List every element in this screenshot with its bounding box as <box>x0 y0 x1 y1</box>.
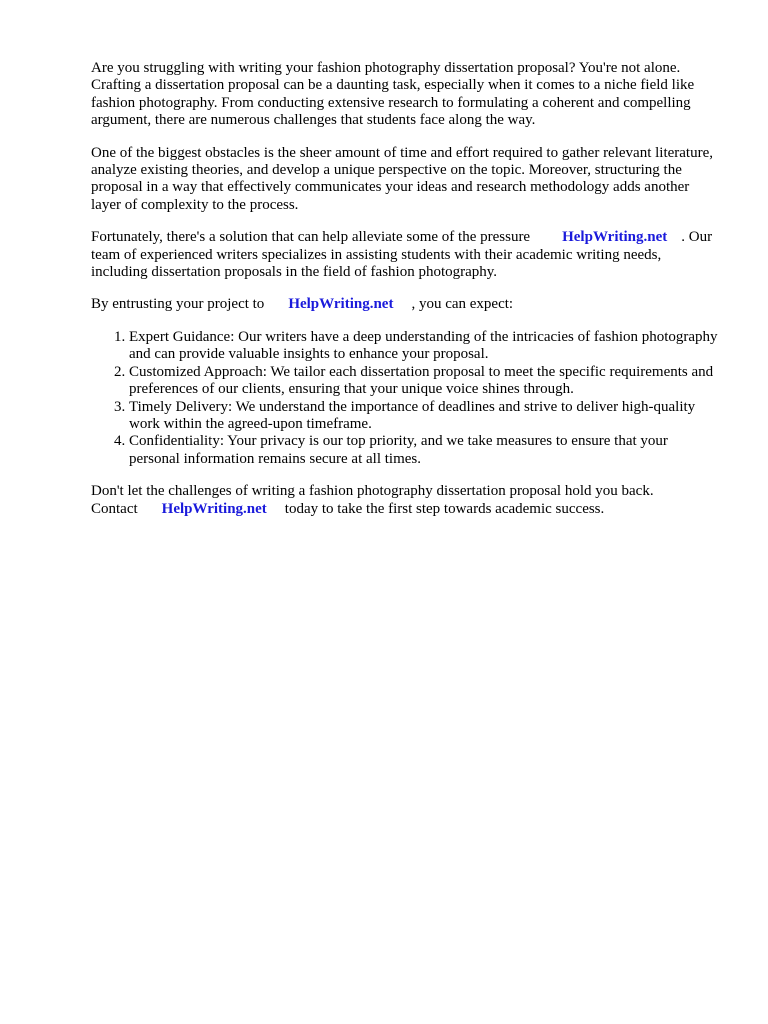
closing-sentence: Don't let the challenges of writing a fashion photography dissertation proposal hold you back. <box>91 483 654 500</box>
helpwriting-link[interactable]: HelpWriting.net <box>161 500 267 517</box>
expectation-text-before: By entrusting your project to <box>91 296 265 313</box>
solution-paragraph <box>91 229 721 281</box>
intro-paragraph: Are you struggling with writing your fashion photography dissertation proposal? You're not alone. Crafting a dissertation proposal can be a daunting task, especially when it comes to a niche field like fashion photography. From conducting extensive research to formulating a coherent and compelling argument, there are numerous challenges that students face along the way. <box>91 60 695 129</box>
expectation-text-after: , you can expect: <box>411 296 514 313</box>
list-item: 3. Timely Delivery: We understand the importance of deadlines and strive to deliver high-quality work within the agreed-upon timeframe. <box>129 399 721 434</box>
benefits-list <box>91 329 721 468</box>
solution-text-before: Fortunately, there's a solution that can help alleviate some of the pressure <box>91 229 531 246</box>
obstacles-paragraph: One of the biggest obstacles is the sheer amount of time and effort required to gather relevant literature, analyze existing theories, and develop a unique perspective on the topic. Moreover, structuring the proposal in a way that effectively communicates your ideas and research methodology adds another layer of complexity to the process. <box>91 144 714 213</box>
list-item: 1. Expert Guidance: Our writers have a deep understanding of the intricacies of fashion photography and can provide valuable insights to enhance your proposal. <box>129 329 721 364</box>
closing-text-after: today to take the first step towards academic success. <box>284 500 605 517</box>
helpwriting-link[interactable]: HelpWriting.net <box>288 296 394 313</box>
solution-text-after: . Our team of experienced writers specializes in assisting students with their academic writing needs, including dissertation proposals in the field of fashion photography. <box>91 229 713 281</box>
closing-paragraph <box>91 483 721 518</box>
list-item: 2. Customized Approach: We tailor each dissertation proposal to meet the specific requirements and preferences of our clients, ensuring that your unique voice shines through. <box>129 364 721 399</box>
document-page <box>91 60 721 533</box>
list-item: 4. Confidentiality: Your privacy is our top priority, and we take measures to ensure that your personal information remains secure at all times. <box>129 433 721 468</box>
closing-text-before: Contact <box>91 500 138 517</box>
helpwriting-link[interactable]: HelpWriting.net <box>562 229 668 246</box>
expectation-paragraph <box>91 296 721 313</box>
